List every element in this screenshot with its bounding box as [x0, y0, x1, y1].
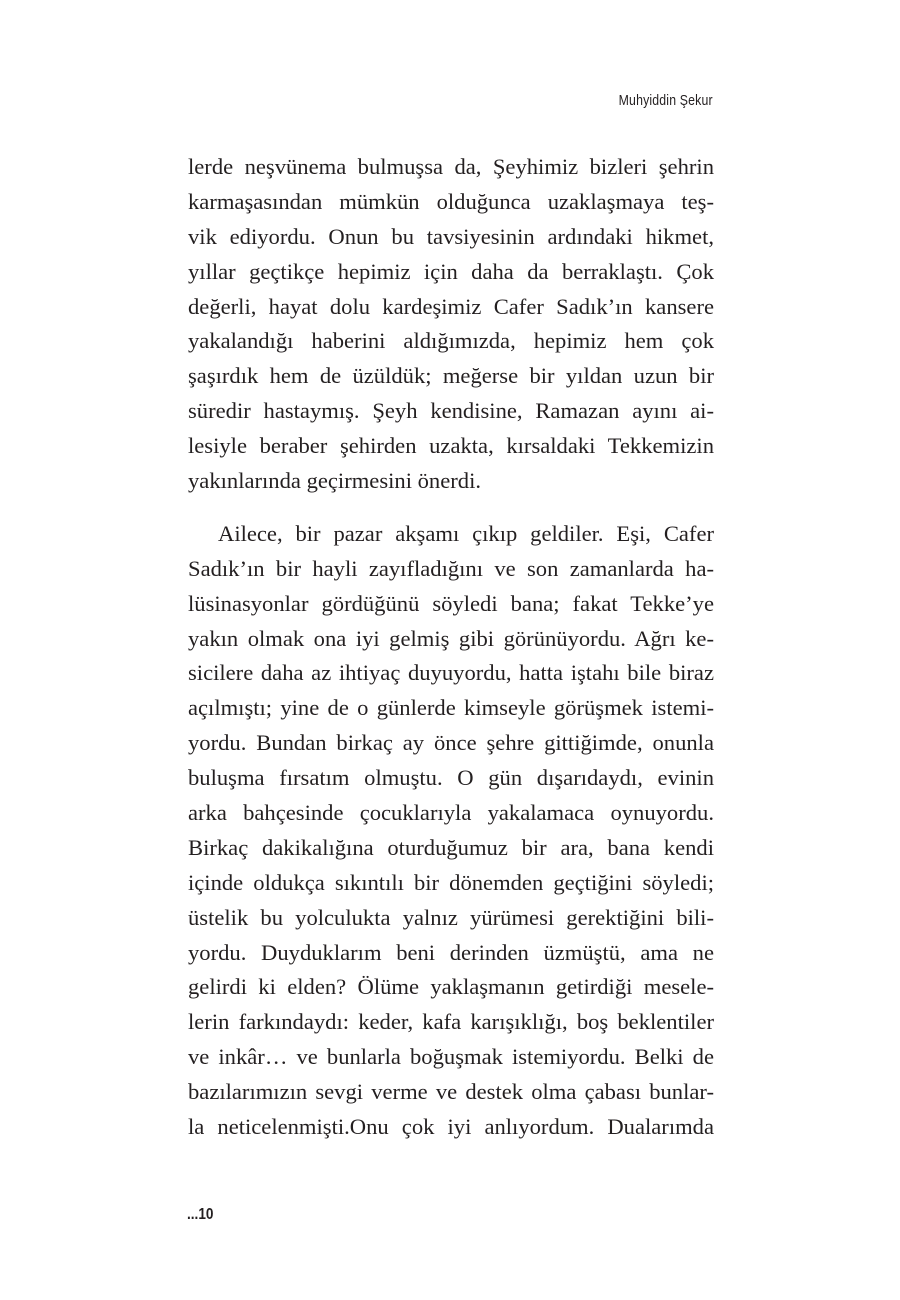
- text-line: gelirdi ki elden? Ölüme yaklaşmanın getirdiği mesele-: [188, 974, 714, 1000]
- text-line: lerde neşvünema bulmuşsa da, Şeyhimiz bizleri şehrin: [188, 154, 714, 179]
- text-line: vik ediyordu. Onun bu tavsiyesinin ardındaki hikmet,: [188, 223, 714, 249]
- text-line: lüsinasyonlar gördüğünü söyledi bana; fakat Tekke’ye: [188, 590, 714, 616]
- text-line: üstelik bu yolculukta yalnız yürümesi gerektiğini bili-: [188, 904, 714, 930]
- text-line: değerli, hayat dolu kardeşimiz Cafer Sadık’ın kansere: [188, 293, 714, 319]
- paragraph: [188, 150, 714, 499]
- text-line: bazılarımızın sevgi verme ve destek olma çabası bunlar-: [188, 1079, 714, 1105]
- text-line: Birkaç dakikalığına oturduğumuz bir ara, bana kendi: [188, 834, 714, 860]
- paragraph-gap: [188, 499, 714, 517]
- text-line: yordu. Bundan birkaç ay önce şehre gittiğimde, onunla: [188, 730, 714, 756]
- text-line: yıllar geçtikçe hepimiz için daha da berraklaştı. Çok: [188, 258, 714, 284]
- text-line: karmaşasından mümkün olduğunca uzaklaşmaya teş-: [188, 188, 714, 214]
- page-number: ...10: [187, 1206, 214, 1223]
- text-line: yakın olmak ona iyi gelmiş gibi görünüyordu. Ağrı ke-: [188, 625, 714, 651]
- text-line: lesiyle beraber şehirden uzakta, kırsaldaki Tekkemizin: [188, 433, 714, 459]
- text-line: Sadık’ın bir hayli zayıfladığını ve son zamanlarda ha-: [188, 555, 714, 581]
- text-line: süredir hastaymış. Şeyh kendisine, Ramazan ayını ai-: [188, 398, 714, 424]
- text-line: yakalandığı haberini aldığımızda, hepimiz hem çok: [188, 328, 714, 354]
- text-line: sicilere daha az ihtiyaç duyuyordu, hatta iştahı bile biraz: [188, 660, 714, 686]
- text-line: lerin farkındaydı: keder, kafa karışıklığı, boş beklentiler: [188, 1009, 714, 1035]
- text-line: buluşma fırsatım olmuştu. O gün dışarıdaydı, evinin: [188, 765, 714, 791]
- text-line: içinde oldukça sıkıntılı bir dönemden geçtiğini söyledi;: [188, 869, 714, 895]
- text-line: şaşırdık hem de üzüldük; meğerse bir yıldan uzun bir: [188, 363, 714, 389]
- text-line: açılmıştı; yine de o günlerde kimseyle görüşmek istemi-: [188, 695, 714, 721]
- text-line: Ailece, bir pazar akşamı çıkıp geldiler. Eşi, Cafer: [218, 520, 714, 546]
- text-line: yordu. Duyduklarım beni derinden üzmüştü, ama ne: [188, 939, 714, 965]
- text-line: la neticelenmişti.Onu çok iyi anlıyordum. Dualarımda: [188, 1114, 714, 1140]
- body-text: [188, 150, 714, 1145]
- running-head: Muhyiddin Şekur: [618, 92, 713, 109]
- paragraph: [188, 517, 714, 1145]
- text-line: ve inkâr… ve bunlarla boğuşmak istemiyordu. Belki de: [188, 1044, 714, 1070]
- text-line: arka bahçesinde çocuklarıyla yakalamaca oynuyordu.: [188, 800, 714, 826]
- text-line: yakınlarında geçirmesini önerdi.: [188, 468, 481, 494]
